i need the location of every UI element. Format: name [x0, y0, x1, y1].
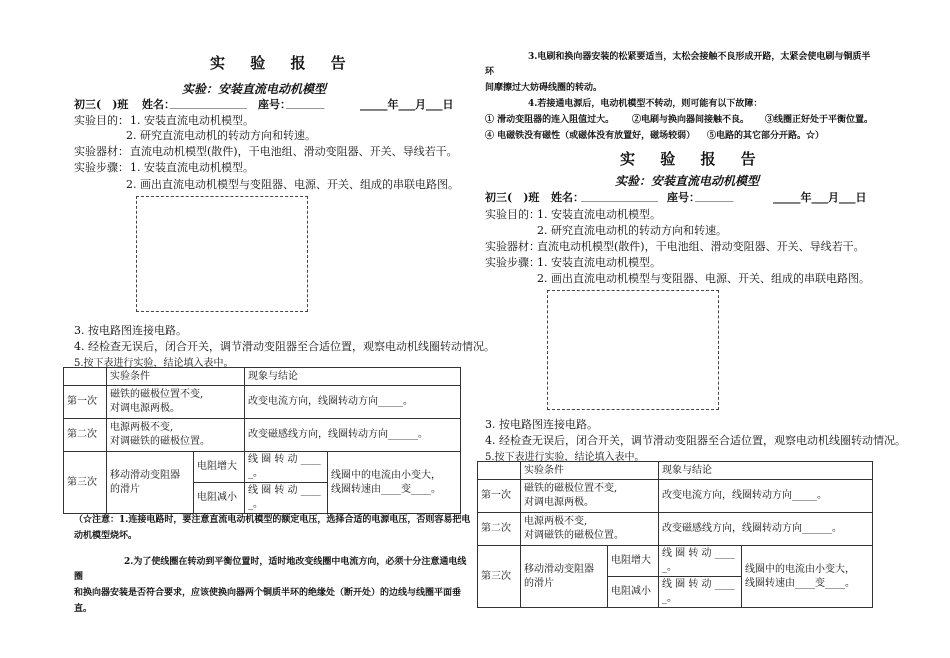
header-condition: 实验条件: [107, 368, 245, 386]
seat-label: 座号：: [258, 98, 291, 111]
condition-line: 电源两极不变,: [110, 422, 174, 433]
row-condition: [521, 546, 608, 608]
row-result-blank[interactable]: 改变电流方向，线圈转动方向_____。: [245, 386, 461, 419]
experiment-subtitle: 实验：安装直流电动机模型: [615, 174, 760, 188]
condition-line: 磁铁的磁极位置不变,: [524, 483, 618, 494]
speed-line: _。: [248, 468, 263, 479]
seat-label: 座号：: [667, 191, 700, 204]
steps-label: 实验步骤：: [74, 161, 129, 174]
name-blank[interactable]: ______________: [581, 189, 658, 202]
note-2a: 2.为了使线圈在转动到平衡位置时，适时地改变线圈中电流方向，必须十分注意通电线: [124, 557, 467, 567]
table-corner: [64, 368, 107, 386]
row-result-blank[interactable]: 改变磁感线方向，线圈转动方向______。: [659, 513, 873, 546]
note-3b: 环: [485, 67, 495, 77]
fault-5: ⑤电路的其它部分开路。☆）: [707, 131, 825, 141]
result-line: 线圈转速由____变____。: [331, 483, 441, 495]
step-1: 1. 安装直流电动机模型。: [130, 161, 254, 174]
speed-line: 线 圈 转 动 ____: [662, 579, 735, 590]
purpose-label: 实验目的：: [485, 208, 540, 221]
condition-line: 对调磁铁的磁极位置。: [110, 436, 210, 447]
fault-3: ③线圈正好处于平衡位置。: [765, 115, 874, 125]
sub-condition: 电阻增大: [608, 546, 659, 577]
table-header-row: [478, 462, 873, 480]
speed-line: _。: [248, 499, 263, 510]
row-condition: [107, 452, 194, 514]
equipment-text: 直流电动机模型(散件)，干电池组、滑动变阻器、开关、导线若干。: [537, 240, 865, 253]
row-condition: [107, 386, 245, 419]
result-line: 线圈中的电流由小变大，: [331, 469, 441, 481]
table-header-row: [64, 368, 461, 386]
table-row: [478, 480, 873, 513]
table-row: [64, 452, 461, 483]
table-row: [478, 513, 873, 546]
row-label: 第二次: [478, 513, 521, 546]
note-3c: 间摩擦过大妨碍线圈的转动。: [485, 83, 603, 93]
note-2b: 圈: [74, 572, 84, 582]
condition-line: 磁铁的磁极位置不变,: [110, 389, 204, 400]
sub-condition: 电阻减小: [608, 577, 659, 608]
purpose-item-1: 1. 安装直流电动机模型。: [537, 208, 661, 221]
row-label: 第一次: [64, 386, 107, 419]
note-1b: 动机模型烧坏。: [74, 531, 138, 541]
name-label: 姓名：: [551, 191, 584, 204]
step-3: 3. 按电路图连接电路。: [485, 418, 598, 431]
date-field[interactable]: _____年___月___日: [360, 98, 454, 111]
sub-condition: 电阻减小: [194, 483, 245, 514]
speed-blank[interactable]: [245, 483, 328, 514]
report-title: 实 验 报 告: [210, 54, 356, 72]
speed-line: 线 圈 转 动 ____: [662, 548, 735, 559]
table-corner: [478, 462, 521, 480]
table-row: [64, 386, 461, 419]
condition-line: 对调电源两极。: [524, 497, 594, 508]
result-line: 线圈中的电流由小变大，: [745, 563, 855, 575]
note-1a: （☆注意：1.连接电路时，要注意直流电动机模型的额定电压，选择合适的电源电压，否则容易把电: [74, 515, 471, 525]
header-result: 现象与结论: [245, 368, 461, 386]
equipment-label: 实验器材：: [74, 145, 129, 158]
results-table: [63, 367, 461, 514]
equipment-label: 实验器材：: [485, 240, 540, 253]
table-row: [478, 546, 873, 577]
circuit-diagram-box[interactable]: [136, 196, 308, 312]
class-label: 初三( )班: [74, 98, 129, 111]
step-2: 2. 画出直流电动机模型与变阻器、电源、开关、组成的串联电路图。: [126, 178, 459, 191]
step-4: 4. 经检查无误后，闭合开关，调节滑动变阻器至合适位置，观察电动机线圈转动情况。: [74, 340, 495, 353]
note-4: 4.若接通电源后，电动机模型不转动，则可能有以下故障：: [528, 99, 763, 109]
speed-line: _。: [662, 593, 677, 604]
experiment-subtitle: 实验：安装直流电动机模型: [182, 82, 327, 96]
row-label: 第一次: [478, 480, 521, 513]
row-result-blank[interactable]: 改变电流方向，线圈转动方向_____。: [659, 480, 873, 513]
class-label: 初三( )班: [485, 191, 540, 204]
report-title: 实 验 报 告: [620, 150, 766, 168]
row-result-blank[interactable]: 改变磁感线方向，线圈转动方向______。: [245, 419, 461, 452]
seat-blank[interactable]: _______: [695, 189, 734, 202]
step-2: 2. 画出直流电动机模型与变阻器、电源、开关、组成的串联电路图。: [537, 272, 870, 285]
note-2c: 和换向器安装是否符合要求，应该使换向器两个铜质半环的绝缘处（断开处）的边线与线圈平面垂: [74, 588, 462, 598]
row-condition: [521, 513, 659, 546]
step-3: 3. 按电路图连接电路。: [74, 324, 187, 337]
step-5: 5.按下表进行实验，结论填入表中。: [74, 358, 234, 369]
row-label: 第二次: [64, 419, 107, 452]
header-condition: 实验条件: [521, 462, 659, 480]
right-page: [475, 0, 945, 658]
purpose-label: 实验目的：: [74, 114, 129, 127]
fault-2: ②电刷与换向器间接触不良。: [632, 115, 750, 125]
table-row: [64, 419, 461, 452]
name-blank[interactable]: ______________: [170, 96, 247, 109]
purpose-item-2: 2. 研究直流电动机的转动方向和转速。: [126, 129, 316, 142]
name-label: 姓名：: [142, 98, 175, 111]
row-label: 第三次: [64, 452, 107, 514]
result-line: 线圈转速由____变____。: [745, 577, 855, 589]
steps-label: 实验步骤：: [485, 256, 540, 269]
row-label: 第三次: [478, 546, 521, 608]
note-3a: 3.电刷和换向器安装的松紧要适当，太松会接触不良形成开路，太紧会使电刷与铜质半: [528, 52, 871, 62]
row-condition: [521, 480, 659, 513]
speed-line: 线 圈 转 动 ____: [248, 485, 321, 496]
step-1: 1. 安装直流电动机模型。: [537, 256, 661, 269]
condition-line: 对调磁铁的磁极位置。: [524, 530, 624, 541]
condition-line: 对调电源两极。: [110, 403, 180, 414]
purpose-item-1: 1. 安装直流电动机模型。: [130, 114, 254, 127]
header-result: 现象与结论: [659, 462, 873, 480]
row-condition: [107, 419, 245, 452]
step-4: 4. 经检查无误后，闭合开关，调节滑动变阻器至合适位置，观察电动机线圈转动情况。: [485, 434, 906, 447]
speed-blank[interactable]: [659, 546, 742, 577]
speed-blank[interactable]: [245, 452, 328, 483]
condition-line: 移动滑动变阻器: [524, 563, 594, 575]
note-2d: 直。: [74, 604, 93, 614]
row-result-blank[interactable]: [328, 452, 461, 514]
condition-line: 的滑片: [110, 483, 140, 495]
circuit-diagram-box[interactable]: [547, 290, 719, 410]
condition-line: 电源两极不变,: [524, 516, 588, 527]
seat-blank[interactable]: _______: [286, 96, 325, 109]
fault-1: ① 滑动变阻器的连入阻值过大。: [485, 115, 615, 125]
sub-condition: 电阻增大: [194, 452, 245, 483]
results-table: [477, 461, 873, 608]
speed-line: 线 圈 转 动 ____: [248, 454, 321, 465]
step-5: 5.按下表进行实验，结论填入表中。: [485, 452, 645, 463]
speed-line: _。: [662, 562, 677, 573]
condition-line: 移动滑动变阻器: [110, 469, 180, 481]
equipment-text: 直流电动机模型(散件)，干电池组、滑动变阻器、开关、导线若干。: [130, 145, 458, 158]
condition-line: 的滑片: [524, 577, 554, 589]
fault-4: ④ 电磁铁没有磁性（或磁体没有放置好，磁场较弱）: [485, 131, 696, 141]
row-result-blank[interactable]: [742, 546, 873, 608]
speed-blank[interactable]: [659, 577, 742, 608]
date-field[interactable]: _____年___月___日: [773, 191, 867, 204]
purpose-item-2: 2. 研究直流电动机的转动方向和转速。: [537, 224, 727, 237]
